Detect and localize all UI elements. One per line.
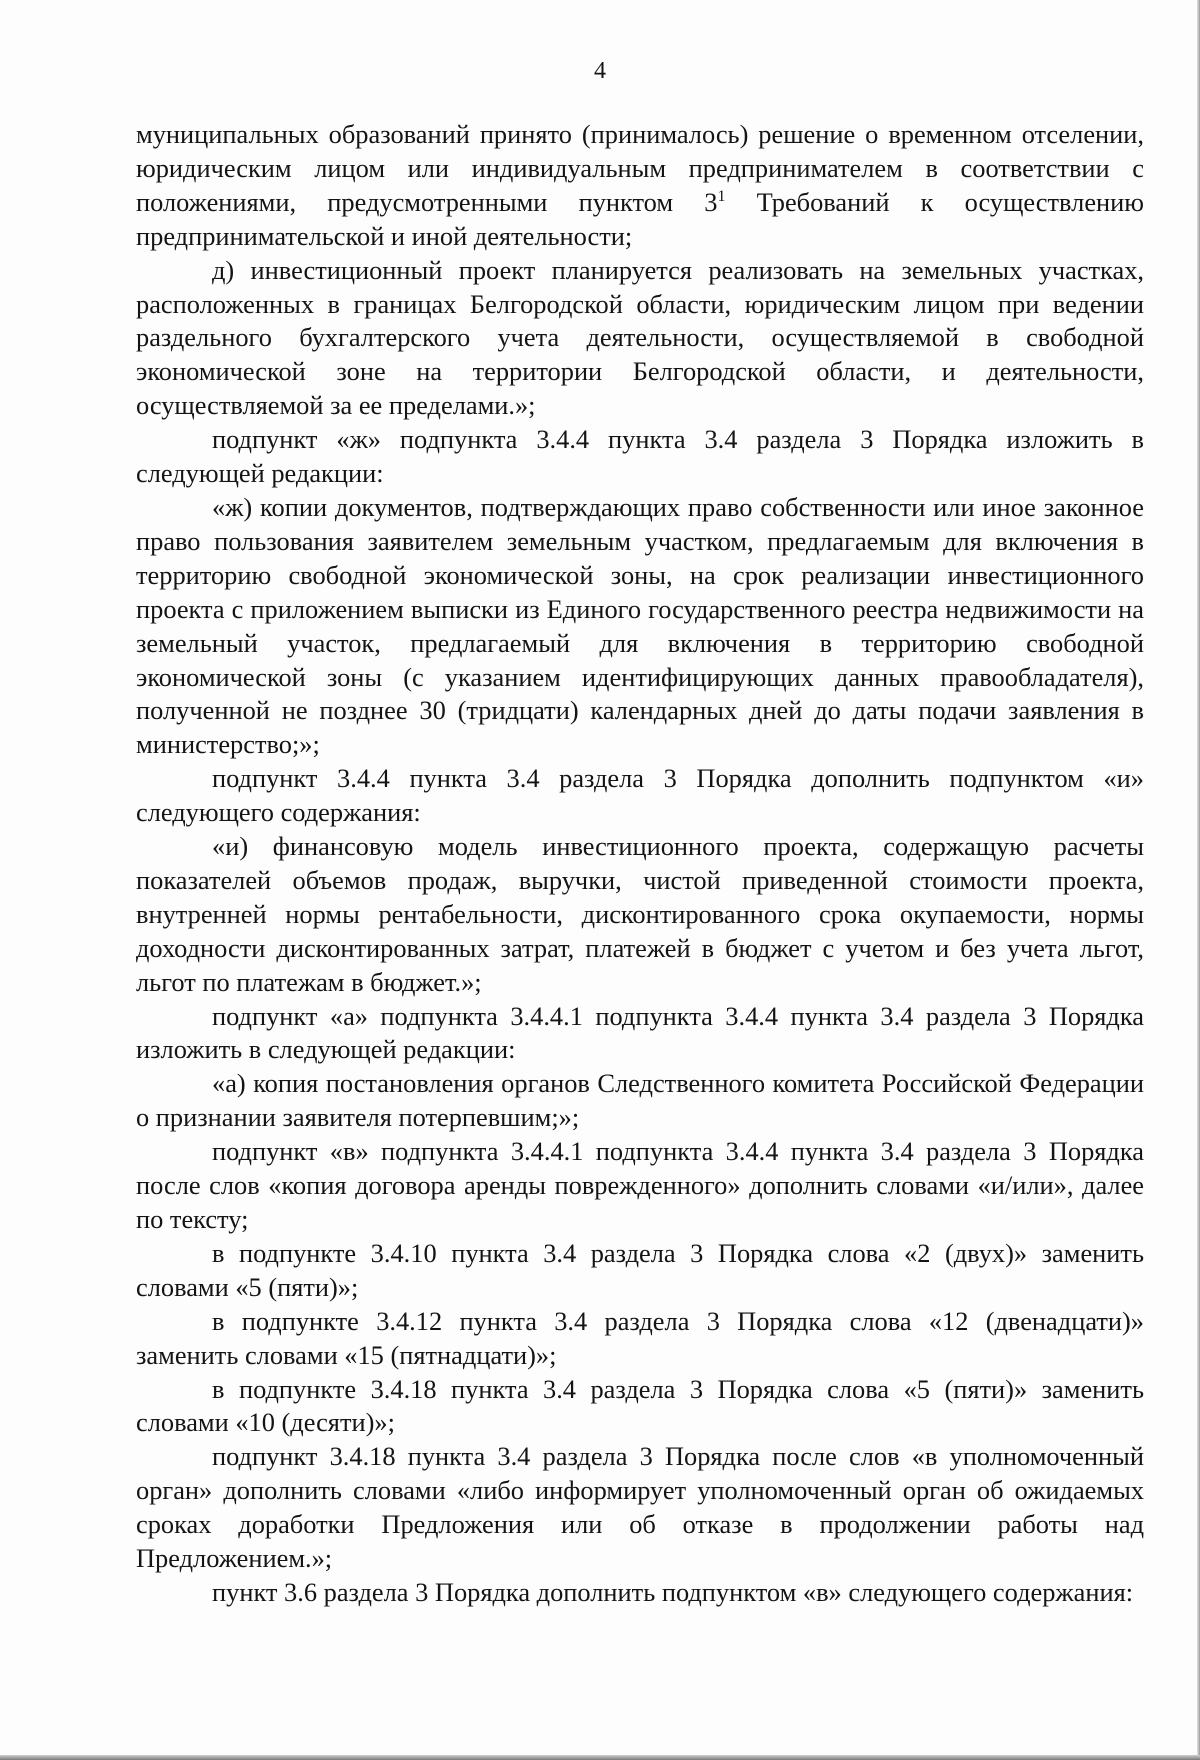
paragraph-amend-i: подпункт 3.4.4 пункта 3.4 раздела 3 Порядка дополнить подпунктом «и» следующего содержания: xyxy=(136,763,1144,828)
paragraph-amend-zh: подпункт «ж» подпункта 3.4.4 пункта 3.4 раздела 3 Порядка изложить в следующей редакции: xyxy=(136,424,1144,489)
paragraph-item-i: «и) финансовую модель инвестиционного проекта, содержащую расчеты показателей объемов продаж, выручки, чистой приведенной стоимости проекта, внутренней нормы рентабельности, дисконтированного срока окупаемости, нормы доходности дисконтированных затрат, платежей в бюджет с учетом и без учета льгот, льгот по платежам в бюджет.»; xyxy=(136,831,1144,997)
paragraph-amend-3-4-10: в подпункте 3.4.10 пункта 3.4 раздела 3 Порядка слова «2 (двух)» заменить словами «5 (пяти)»; xyxy=(136,1237,1144,1302)
page-number: 4 xyxy=(594,58,606,84)
paragraph-item-zh: «ж) копии документов, подтверждающих право собственности или иное законное право пользования заявителем земельным участком, предлагаемым для включения в территорию свободной экономической зоны, на срок реализации инвестиционного проекта с приложением выписки из Единого государственного реестра недвижимости на земельный участок, предлагаемый для включения в территорию свободной экономической зоны (с указанием идентифицирующих данных правообладателя), полученной не позднее 30 (тридцати) календарных дней до даты подачи заявления в министерство;»; xyxy=(136,491,1144,760)
paragraph-amend-3-4-12: в подпункте 3.4.12 пункта 3.4 раздела 3 Порядка слова «12 (двенадцати)» заменить словами «15 (пятнадцати)»; xyxy=(136,1305,1144,1370)
paragraph-item-a: «а) копия постановления органов Следственного комитета Российской Федерации о признании заявителя потерпевшим;»; xyxy=(136,1068,1144,1133)
footnote-superscript: 1 xyxy=(717,187,726,205)
paragraph-text-tail: Требований к осуществлению предпринимательской и иной деятельности; xyxy=(136,186,1144,251)
document-body xyxy=(136,118,1144,1610)
scan-edge-bottom xyxy=(0,1755,1200,1760)
paragraph-amend-v: подпункт «в» подпункта 3.4.4.1 подпункта 3.4.4 пункта 3.4 раздела 3 Порядка после слов «копия договора аренды поврежденного» дополнить словами «и/или», далее по тексту; xyxy=(136,1136,1144,1234)
paragraph-continuation xyxy=(136,118,1144,254)
paragraph-amend-a: подпункт «а» подпункта 3.4.4.1 подпункта 3.4.4 пункта 3.4 раздела 3 Порядка изложить в следующей редакции: xyxy=(136,1000,1144,1065)
paragraph-item-d: д) инвестиционный проект планируется реализовать на земельных участках, расположенных в границах Белгородской области, юридическим лицом при ведении раздельного бухгалтерского учета деятельности, осуществляемой в свободной экономической зоне на территории Белгородской области, и деятельности, осуществляемой за ее пределами.»; xyxy=(136,254,1144,421)
paragraph-amend-3-4-18-a: в подпункте 3.4.18 пункта 3.4 раздела 3 Порядка слова «5 (пяти)» заменить словами «10 (десяти)»; xyxy=(136,1373,1144,1438)
paragraph-amend-3-4-18-b: подпункт 3.4.18 пункта 3.4 раздела 3 Порядка после слов «в уполномоченный орган» дополнить словами «либо информирует уполномоченный орган об ожидаемых сроках доработки Предложения или об отказе в продолжении работы над Предложением.»; xyxy=(136,1441,1144,1574)
paragraph-text: муниципальных образований принято (принималось) решение о временном отселении, юридическим лицом или индивидуальным предпринимателем в соответствии с положениями, предусмотренными пунктом 3 xyxy=(136,119,1144,217)
paragraph-amend-3-6: пункт 3.6 раздела 3 Порядка дополнить подпунктом «в» следующего содержания: xyxy=(212,1576,1134,1607)
